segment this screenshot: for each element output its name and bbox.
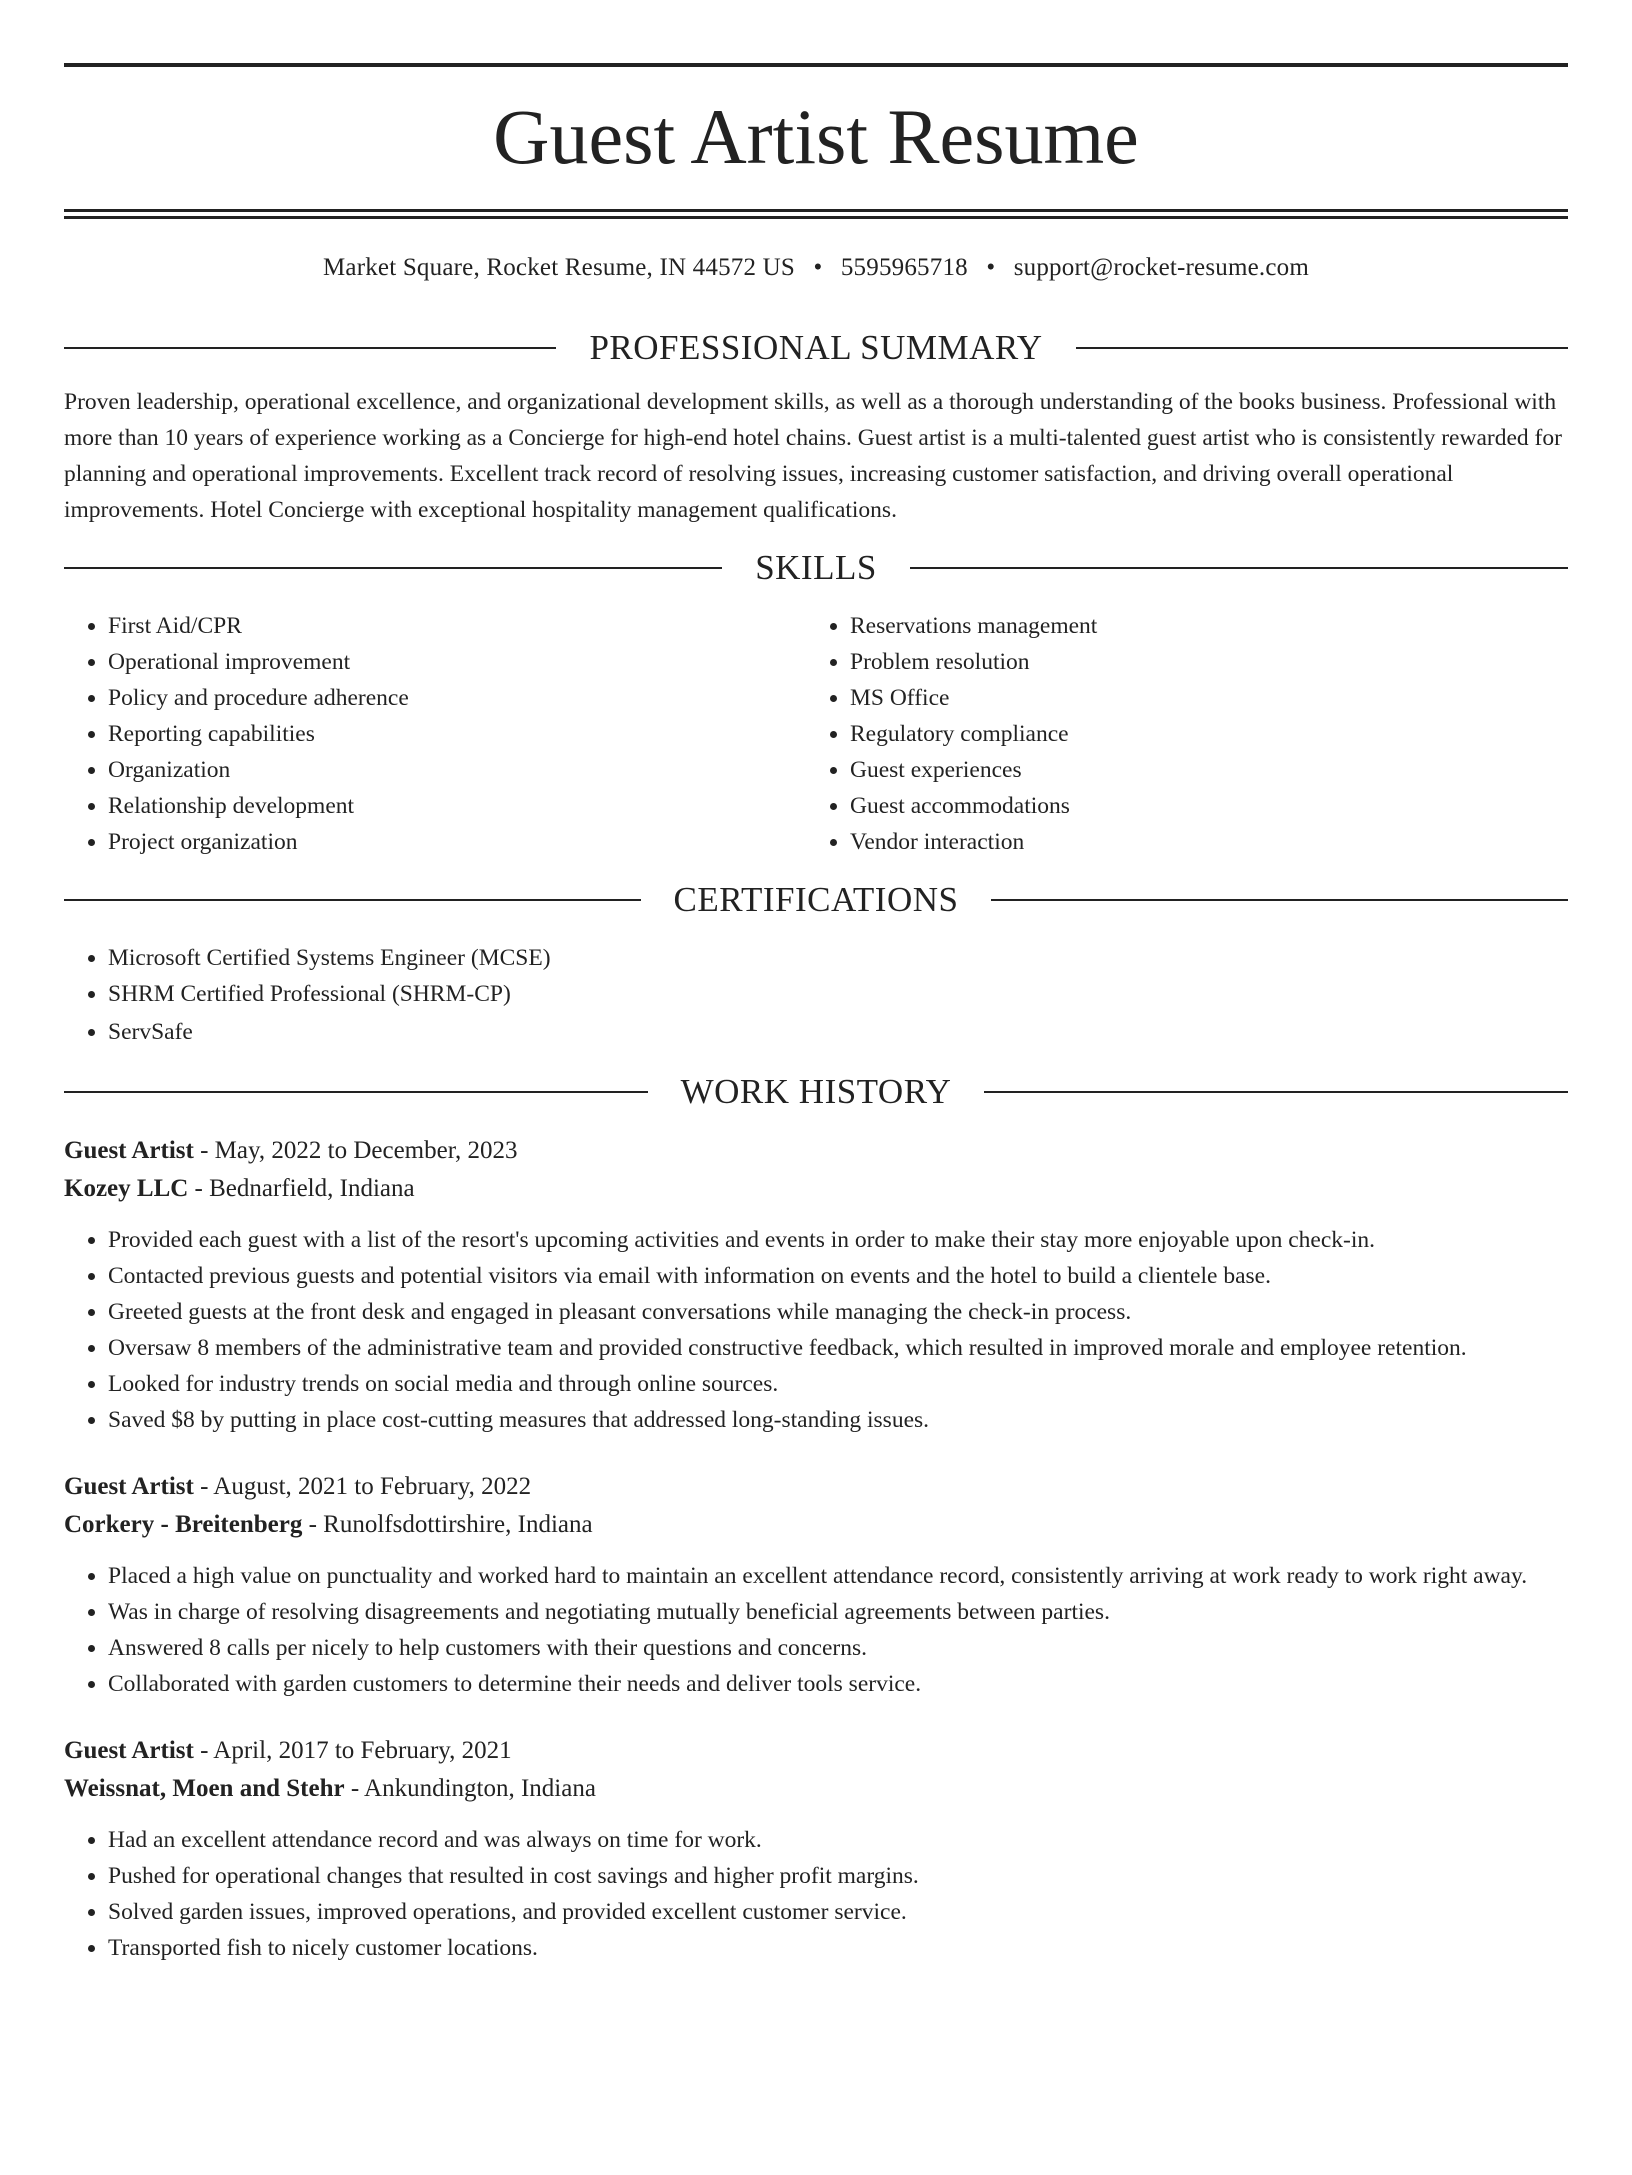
skill-item: • Operational improvement: [108, 644, 806, 680]
section-title-certifications: CERTIFICATIONS: [673, 880, 959, 919]
job-dates: - August, 2021 to February, 2022: [193, 1473, 532, 1500]
job-bullet: • Solved garden issues, improved operations, and provided excellent customer service.: [108, 1894, 1568, 1930]
job-company: Kozey LLC: [64, 1175, 189, 1202]
job-entry: [64, 1468, 1568, 1702]
header-top-rule: [64, 63, 1568, 67]
job-company-line: [64, 1506, 1568, 1544]
contact-email: support@rocket-resume.com: [1013, 254, 1310, 281]
section-title-summary: PROFESSIONAL SUMMARY: [589, 328, 1043, 367]
job-title-line: [64, 1468, 1568, 1506]
job-title-line: [64, 1132, 1568, 1170]
job-location: - Runolfsdottirshire, Indiana: [302, 1511, 593, 1538]
certification-item: • SHRM Certified Professional (SHRM-CP): [108, 976, 1568, 1012]
contact-separator: •: [813, 254, 823, 281]
job-bullets: [64, 1558, 1568, 1702]
job-bullets: [64, 1822, 1568, 1966]
certifications-list: [64, 940, 1568, 1050]
skill-item: • Vendor interaction: [850, 824, 1548, 860]
job-bullet: • Provided each guest with a list of the resort's upcoming activities and events in order to make their stay more enjoyable upon check-in.: [108, 1222, 1568, 1258]
heading-rule: [910, 567, 1568, 569]
skill-item: • Relationship development: [108, 788, 806, 824]
job-dates: - April, 2017 to February, 2021: [193, 1737, 512, 1764]
skill-item: • First Aid/CPR: [108, 608, 806, 644]
job-bullet: • Was in charge of resolving disagreements and negotiating mutually beneficial agreements between parties.: [108, 1594, 1568, 1630]
resume-page: [0, 63, 1632, 2175]
skill-item: • Guest experiences: [850, 752, 1548, 788]
skill-item: • Guest accommodations: [850, 788, 1548, 824]
job-bullet: • Had an excellent attendance record and was always on time for work.: [108, 1822, 1568, 1858]
job-bullet: • Saved $8 by putting in place cost-cutting measures that addressed long-standing issues.: [108, 1402, 1568, 1438]
job-title: Guest Artist: [64, 1737, 194, 1764]
contact-address: Market Square, Rocket Resume, IN 44572 US: [322, 254, 795, 281]
header-double-rule: [64, 209, 1568, 219]
skills-column-right: [806, 608, 1548, 860]
skill-item: • Problem resolution: [850, 644, 1548, 680]
skills-column-left: [64, 608, 806, 860]
job-title-line: [64, 1732, 1568, 1770]
skills-list-right: [806, 608, 1548, 860]
section-heading-summary: [64, 328, 1568, 368]
section-title-skills: SKILLS: [755, 548, 877, 587]
job-bullet: • Transported fish to nicely customer locations.: [108, 1930, 1568, 1966]
skill-item: • Project organization: [108, 824, 806, 860]
skill-item: • MS Office: [850, 680, 1548, 716]
heading-rule: [991, 899, 1568, 901]
contact-line: [64, 252, 1568, 284]
job-title: Guest Artist: [64, 1137, 194, 1164]
section-heading-work-history: [64, 1072, 1568, 1112]
skill-item: • Reporting capabilities: [108, 716, 806, 752]
certification-item: • ServSafe: [108, 1014, 1568, 1050]
job-location: - Ankundington, Indiana: [344, 1775, 596, 1802]
job-company-line: [64, 1770, 1568, 1808]
skill-item: • Reservations management: [850, 608, 1548, 644]
heading-rule: [64, 899, 641, 901]
job-company: Corkery - Breitenberg: [64, 1511, 303, 1538]
skills-columns: [64, 608, 1568, 860]
job-bullets: [64, 1222, 1568, 1438]
job-company-line: [64, 1170, 1568, 1208]
skill-item: • Regulatory compliance: [850, 716, 1548, 752]
job-bullet: • Greeted guests at the front desk and engaged in pleasant conversations while managing the check-in process.: [108, 1294, 1568, 1330]
job-bullet: • Placed a high value on punctuality and worked hard to maintain an excellent attendance record, consistently arriving at work ready to work right away.: [108, 1558, 1568, 1594]
job-title: Guest Artist: [64, 1473, 194, 1500]
skill-item: • Organization: [108, 752, 806, 788]
section-heading-certifications: [64, 880, 1568, 920]
summary-text: Proven leadership, operational excellence, and organizational development skills, as well as a thorough understanding of the books business. Professional with more than 10 years of experience working as a Concierge for high-end hotel chains. Guest artist is a multi-talented guest artist who is consistently rewarded for planning and operational improvements. Excellent track record of resolving issues, increasing customer satisfaction, and driving overall operational improvements. Hotel Concierge with exceptional hospitality management qualifications.: [64, 389, 1562, 523]
section-title-work-history: WORK HISTORY: [680, 1072, 952, 1111]
section-heading-skills: [64, 548, 1568, 588]
job-bullet: • Pushed for operational changes that resulted in cost savings and higher profit margins.: [108, 1858, 1568, 1894]
heading-rule: [984, 1091, 1568, 1093]
heading-rule: [64, 1091, 648, 1093]
contact-phone: 5595965718: [840, 254, 968, 281]
heading-rule: [1076, 347, 1568, 349]
resume-title: Guest Artist Resume: [493, 93, 1139, 180]
certification-item: • Microsoft Certified Systems Engineer (MCSE): [108, 940, 1568, 976]
job-bullet: • Collaborated with garden customers to determine their needs and deliver tools service.: [108, 1666, 1568, 1702]
heading-rule: [64, 567, 722, 569]
job-bullet: • Looked for industry trends on social media and through online sources.: [108, 1366, 1568, 1402]
skills-list-left: [64, 608, 806, 860]
job-location: - Bednarfield, Indiana: [188, 1175, 415, 1202]
job-company: Weissnat, Moen and Stehr: [64, 1775, 345, 1802]
job-bullet: • Oversaw 8 members of the administrative team and provided constructive feedback, which resulted in improved morale and employee retention.: [108, 1330, 1568, 1366]
contact-separator: •: [986, 254, 996, 281]
job-entry: [64, 1132, 1568, 1438]
skill-item: • Policy and procedure adherence: [108, 680, 806, 716]
job-bullet: • Contacted previous guests and potential visitors via email with information on events and the hotel to build a clientele base.: [108, 1258, 1568, 1294]
job-entry: [64, 1732, 1568, 1966]
job-dates: - May, 2022 to December, 2023: [193, 1137, 518, 1164]
heading-rule: [64, 347, 556, 349]
job-bullet: • Answered 8 calls per nicely to help customers with their questions and concerns.: [108, 1630, 1568, 1666]
